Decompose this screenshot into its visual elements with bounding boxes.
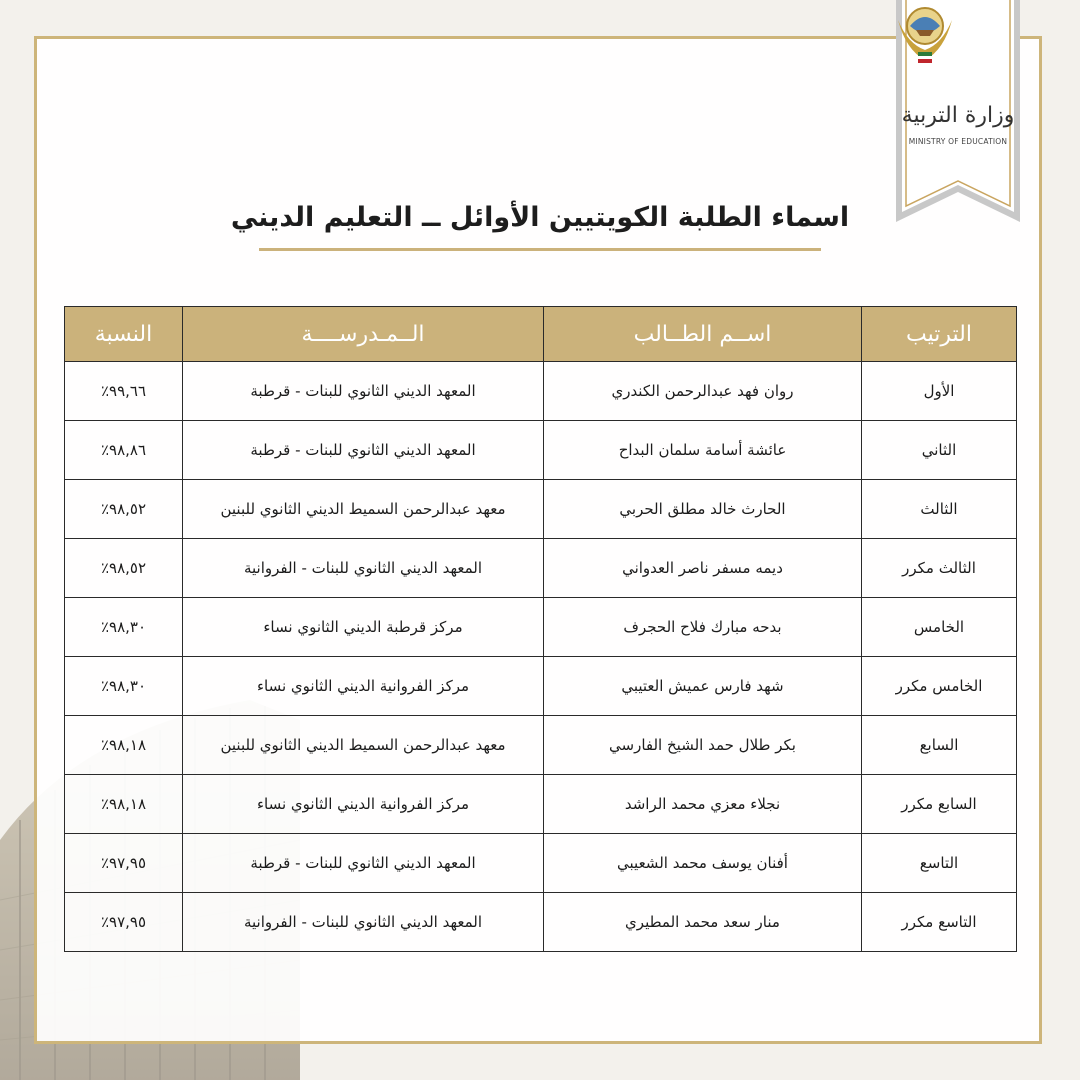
table-row	[65, 834, 1017, 893]
table-row	[65, 657, 1017, 716]
student-cell: الحارث خالد مطلق الحربي	[544, 480, 862, 539]
percent-cell: ٩٨,٣٠٪	[65, 598, 183, 657]
rank-cell: الخامس مكرر	[862, 657, 1017, 716]
header-school: الــمـدرســــة	[183, 307, 544, 362]
table-row	[65, 421, 1017, 480]
school-cell: مركز الفروانية الديني الثانوي نساء	[183, 775, 544, 834]
percent-cell: ٩٨,١٨٪	[65, 775, 183, 834]
rank-cell: التاسع مكرر	[862, 893, 1017, 952]
school-cell: المعهد الديني الثانوي للبنات - قرطبة	[183, 362, 544, 421]
header-rank: الترتيب	[862, 307, 1017, 362]
title-underline	[259, 248, 821, 251]
table-row	[65, 480, 1017, 539]
school-cell: معهد عبدالرحمن السميط الديني الثانوي للبنين	[183, 480, 544, 539]
student-cell: أفنان يوسف محمد الشعيبي	[544, 834, 862, 893]
school-cell: المعهد الديني الثانوي للبنات - قرطبة	[183, 834, 544, 893]
header-student: اســم الطــالب	[544, 307, 862, 362]
school-cell: المعهد الديني الثانوي للبنات - قرطبة	[183, 421, 544, 480]
student-cell: شهد فارس عميش العتيبي	[544, 657, 862, 716]
ministry-name-english: MINISTRY OF EDUCATION	[908, 137, 1008, 146]
table-row	[65, 598, 1017, 657]
rank-cell: الثاني	[862, 421, 1017, 480]
kuwait-emblem-icon	[896, 0, 954, 66]
percent-cell: ٩٧,٩٥٪	[65, 834, 183, 893]
student-cell: بدحه مبارك فلاح الحجرف	[544, 598, 862, 657]
percent-cell: ٩٨,٥٢٪	[65, 539, 183, 598]
page-title: اسماء الطلبة الكويتيين الأوائل ــ التعليم الديني	[230, 202, 850, 233]
school-cell: مركز الفروانية الديني الثانوي نساء	[183, 657, 544, 716]
percent-cell: ٩٧,٩٥٪	[65, 893, 183, 952]
student-cell: روان فهد عبدالرحمن الكندري	[544, 362, 862, 421]
school-cell: المعهد الديني الثانوي للبنات - الفروانية	[183, 539, 544, 598]
student-cell: عائشة أسامة سلمان البداح	[544, 421, 862, 480]
table-row	[65, 539, 1017, 598]
percent-cell: ٩٨,٨٦٪	[65, 421, 183, 480]
school-cell: مركز قرطبة الديني الثانوي نساء	[183, 598, 544, 657]
top-students-table	[64, 306, 1017, 952]
rank-cell: الأول	[862, 362, 1017, 421]
header-percent: النسبة	[65, 307, 183, 362]
table-header-row	[65, 307, 1017, 362]
rank-cell: السابع مكرر	[862, 775, 1017, 834]
table-row	[65, 775, 1017, 834]
rank-cell: الثالث	[862, 480, 1017, 539]
table-row	[65, 716, 1017, 775]
table-row	[65, 362, 1017, 421]
percent-cell: ٩٨,٣٠٪	[65, 657, 183, 716]
rank-cell: التاسع	[862, 834, 1017, 893]
student-cell: نجلاء معزي محمد الراشد	[544, 775, 862, 834]
rank-cell: السابع	[862, 716, 1017, 775]
school-cell: المعهد الديني الثانوي للبنات - الفروانية	[183, 893, 544, 952]
ministry-ribbon	[896, 0, 1020, 222]
student-cell: منار سعد محمد المطيري	[544, 893, 862, 952]
ministry-name-arabic: وزارة التربية	[901, 103, 1015, 128]
percent-cell: ٩٩,٦٦٪	[65, 362, 183, 421]
student-cell: ديمه مسفر ناصر العدواني	[544, 539, 862, 598]
rank-cell: الثالث مكرر	[862, 539, 1017, 598]
school-cell: معهد عبدالرحمن السميط الديني الثانوي للبنين	[183, 716, 544, 775]
percent-cell: ٩٨,٥٢٪	[65, 480, 183, 539]
percent-cell: ٩٨,١٨٪	[65, 716, 183, 775]
student-cell: بكر طلال حمد الشيخ الفارسي	[544, 716, 862, 775]
rank-cell: الخامس	[862, 598, 1017, 657]
table-row	[65, 893, 1017, 952]
